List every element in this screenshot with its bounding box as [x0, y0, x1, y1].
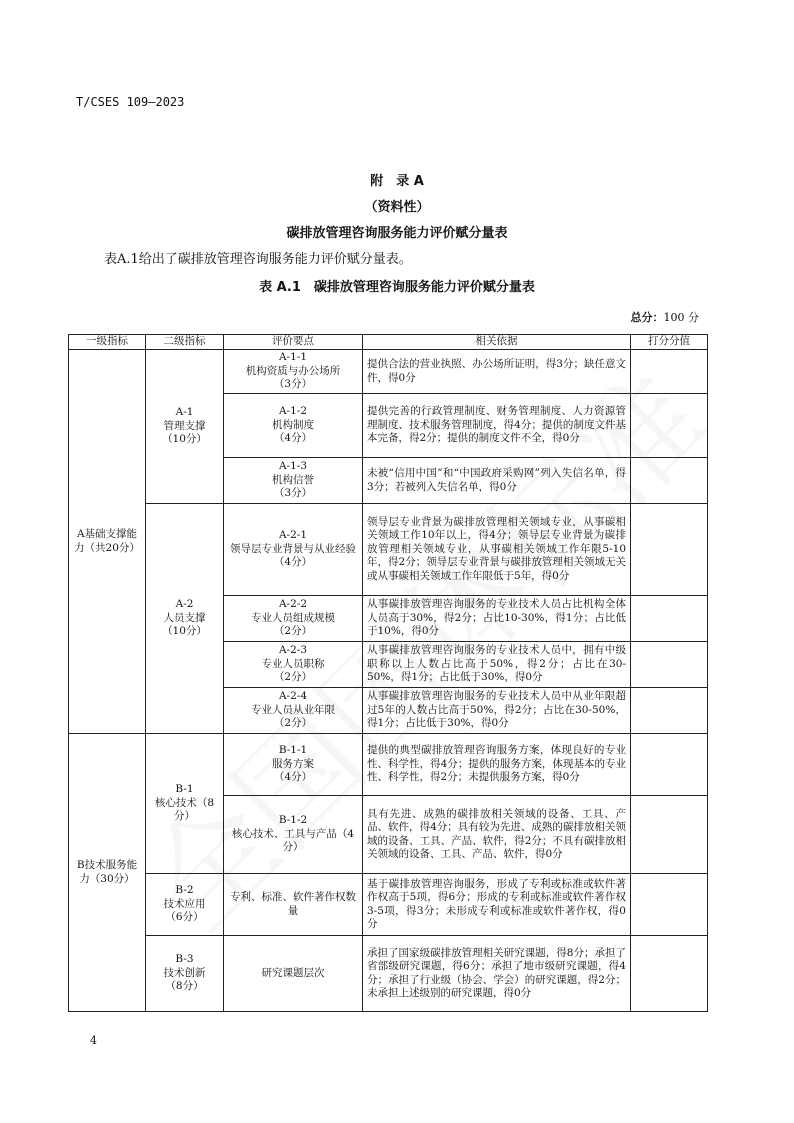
point-b-3: 研究课题层次: [224, 936, 363, 1012]
score-cell[interactable]: [631, 642, 708, 688]
table-row: [69, 504, 708, 596]
header-basis: 相关依据: [363, 335, 631, 350]
table-row: [69, 874, 708, 936]
basis-a-2-4: 从事碳排放管理咨询服务的专业技术人员中从业年限超过5年的人数占比高于50%，得2分；占比在30-50%，得1分；占比低于30%，得0分: [363, 688, 631, 734]
point-a-1-2: A-1-2 机构制度 （4分）: [224, 394, 363, 458]
basis-b-1-1: 提供的典型碳排放管理咨询服务方案，体现良好的专业性、科学性，得4分；提供的服务方案，体现基本的专业性、科学性，得2分；未提供服务方案，得0分: [363, 734, 631, 796]
point-b-1-2: B-1-2 核心技术、工具与产品（4分）: [224, 796, 363, 874]
score-cell[interactable]: [631, 688, 708, 734]
header-score: 打分分值: [631, 335, 708, 350]
appendix-nature: （资料性）: [364, 200, 430, 215]
level2-a2: A-2 人员支撑 （10分）: [146, 504, 224, 734]
score-cell[interactable]: [631, 596, 708, 642]
page-number: 4: [90, 1034, 97, 1047]
header-point: 评价要点: [224, 335, 363, 350]
table-caption: 表 A.1 碳排放管理咨询服务能力评价赋分量表: [259, 280, 535, 295]
header-level1: 一级指标: [69, 335, 146, 350]
score-cell[interactable]: [631, 734, 708, 796]
basis-a-2-3: 从事碳排放管理咨询服务的专业技术人员中，拥有中级职称以上人数占比高于50%，得2分；占比在30-50%，得1分；占比低于30%，得0分: [363, 642, 631, 688]
point-a-2-4: A-2-4 专业人员从业年限 （2分）: [224, 688, 363, 734]
point-a-2-2: A-2-2 专业人员组成规模 （2分）: [224, 596, 363, 642]
point-b-2: 专利、标准、软件著作权数量: [224, 874, 363, 936]
header-level2: 二级指标: [146, 335, 224, 350]
intro-paragraph: 表A.1给出了碳排放管理咨询服务能力评价赋分量表。: [104, 252, 412, 267]
total-label: 总分：: [630, 311, 664, 324]
level1-b: B技术服务能力（30分）: [69, 734, 146, 1012]
point-a-1-1: A-1-1 机构资质与办公场所 （3分）: [224, 350, 363, 394]
basis-a-2-1: 领导层专业背景为碳排放管理相关领域专业，从事碳相关领域工作10年以上，得4分；领导层专业背景为碳排放管理相关领域专业，从事碳相关领域工作年限5-10年，得2分；领导层专业背景与碳排放管理相关领域无关或从事碳相关领域工作年限低于5年，得0分: [363, 504, 631, 596]
level2-a1: A-1 管理支撑 （10分）: [146, 350, 224, 504]
score-cell[interactable]: [631, 504, 708, 596]
score-cell[interactable]: [631, 936, 708, 1012]
basis-b-1-2: 具有先进、成熟的碳排放相关领域的设备、工具、产品、软件，得4分；具有较为先进、成熟的碳排放相关领域的设备、工具、产品、软件，得2分；不具有碳排放相关领域的设备、工具、产品、软件，得0分: [363, 796, 631, 874]
point-a-1-3: A-1-3 机构信誉 （3分）: [224, 458, 363, 504]
score-cell[interactable]: [631, 394, 708, 458]
basis-a-1-2: 提供完善的行政管理制度、财务管理制度、人力资源管理制度、技术服务管理制度，得4分；提供的制度文件基本完备，得2分；提供的制度文件不全，得0分: [363, 394, 631, 458]
score-cell[interactable]: [631, 350, 708, 394]
basis-a-1-3: 未被“信用中国”和“中国政府采购网”列入失信名单，得3分；若被列入失信名单，得0分: [363, 458, 631, 504]
score-cell[interactable]: [631, 796, 708, 874]
level2-b3: B-3 技术创新 （8分）: [146, 936, 224, 1012]
score-cell[interactable]: [631, 874, 708, 936]
appendix-title: 附 录 A: [370, 174, 424, 189]
total-score: [631, 309, 700, 325]
basis-b-2: 基于碳排放管理咨询服务，形成了专利或标准或软件著作权高于5项，得6分；形成的专利或标准或软件著作权3-5项，得3分；未形成专利或标准或软件著作权，得0分: [363, 874, 631, 936]
scoring-table: [68, 334, 708, 1012]
total-value: 100 分: [663, 311, 699, 324]
point-a-2-1: A-2-1 领导层专业背景与从业经验 （4分）: [224, 504, 363, 596]
level2-b2: B-2 技术应用 （6分）: [146, 874, 224, 936]
basis-a-2-2: 从事碳排放管理咨询服务的专业技术人员占比机构全体人员高于30%，得2分；占比10-30%，得1分；占比低于10%，得0分: [363, 596, 631, 642]
table-row: [69, 350, 708, 394]
level1-a: A基础支撑能力（共20分）: [69, 350, 146, 734]
score-cell[interactable]: [631, 458, 708, 504]
table-header-row: [69, 335, 708, 350]
basis-b-3: 承担了国家级碳排放管理相关研究课题，得8分；承担了省部级研究课题，得6分；承担了地市级研究课题，得4分；承担了行业级（协会、学会）的研究课题，得2分；未承担上述级别的研究课题，得0分: [363, 936, 631, 1012]
table-row: [69, 734, 708, 796]
point-b-1-1: B-1-1 服务方案 （4分）: [224, 734, 363, 796]
table-row: [69, 936, 708, 1012]
standard-number: T/CSES 109—2023: [76, 95, 185, 109]
basis-a-1-1: 提供合法的营业执照、办公场所证明，得3分；缺任意文件，得0分: [363, 350, 631, 394]
appendix-subtitle: 碳排放管理咨询服务能力评价赋分量表: [286, 226, 508, 241]
level2-b1: B-1 核心技术（8分）: [146, 734, 224, 874]
point-a-2-3: A-2-3 专业人员职称 （2分）: [224, 642, 363, 688]
